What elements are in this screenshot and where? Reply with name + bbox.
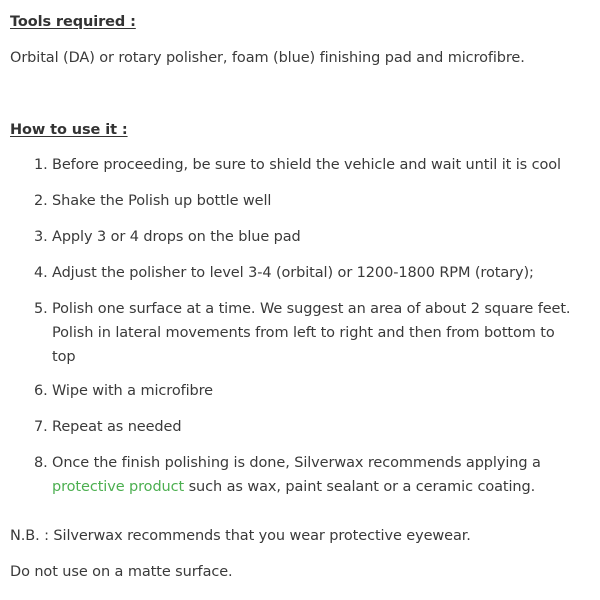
step-text: Wipe with a microfibre <box>52 383 213 399</box>
step-number: 6. <box>34 383 48 399</box>
step-3 <box>34 225 594 249</box>
step-8 <box>34 451 594 499</box>
step-text-rest: such as wax, paint sealant or a ceramic coating. <box>184 479 536 495</box>
step-7 <box>34 415 594 439</box>
step-1 <box>34 153 594 177</box>
step-text: Polish one surface at a time. We suggest an area of about 2 square feet. <box>52 301 571 317</box>
step-number: 4. <box>34 265 48 281</box>
step-number: 2. <box>34 193 48 209</box>
step-number: 3. <box>34 229 48 245</box>
step-text: Polish in lateral movements from left to right and then from bottom to <box>52 325 555 341</box>
step-number: 7. <box>34 419 48 435</box>
tools-text: Orbital (DA) or rotary polisher, foam (blue) finishing pad and microfibre. <box>10 50 525 66</box>
step-text: Repeat as needed <box>52 419 182 435</box>
step-text: Apply 3 or 4 drops on the blue pad <box>52 229 301 245</box>
step-text: top <box>52 349 76 365</box>
step-text: Once the finish polishing is done, Silverwax recommends applying a <box>52 455 541 471</box>
protective-product-link[interactable]: protective product <box>52 479 185 495</box>
step-text: Before proceeding, be sure to shield the vehicle and wait until it is cool <box>52 157 561 173</box>
step-text: Shake the Polish up bottle well <box>52 193 272 209</box>
nb-note: N.B. : Silverwax recommends that you wear protective eyewear. <box>10 528 471 544</box>
step-number: 8. <box>34 455 48 471</box>
howto-heading: How to use it : <box>10 122 128 138</box>
matte-note: Do not use on a matte surface. <box>10 564 233 580</box>
step-number: 5. <box>34 301 48 317</box>
step-2 <box>34 189 594 213</box>
step-5 <box>34 297 594 369</box>
step-4 <box>34 261 594 285</box>
step-number: 1. <box>34 157 48 173</box>
step-text: Adjust the polisher to level 3-4 (orbital) or 1200-1800 RPM (rotary); <box>52 265 534 281</box>
tools-heading: Tools required : <box>10 14 136 30</box>
step-text-line-2 <box>34 475 594 499</box>
step-6 <box>34 379 594 403</box>
